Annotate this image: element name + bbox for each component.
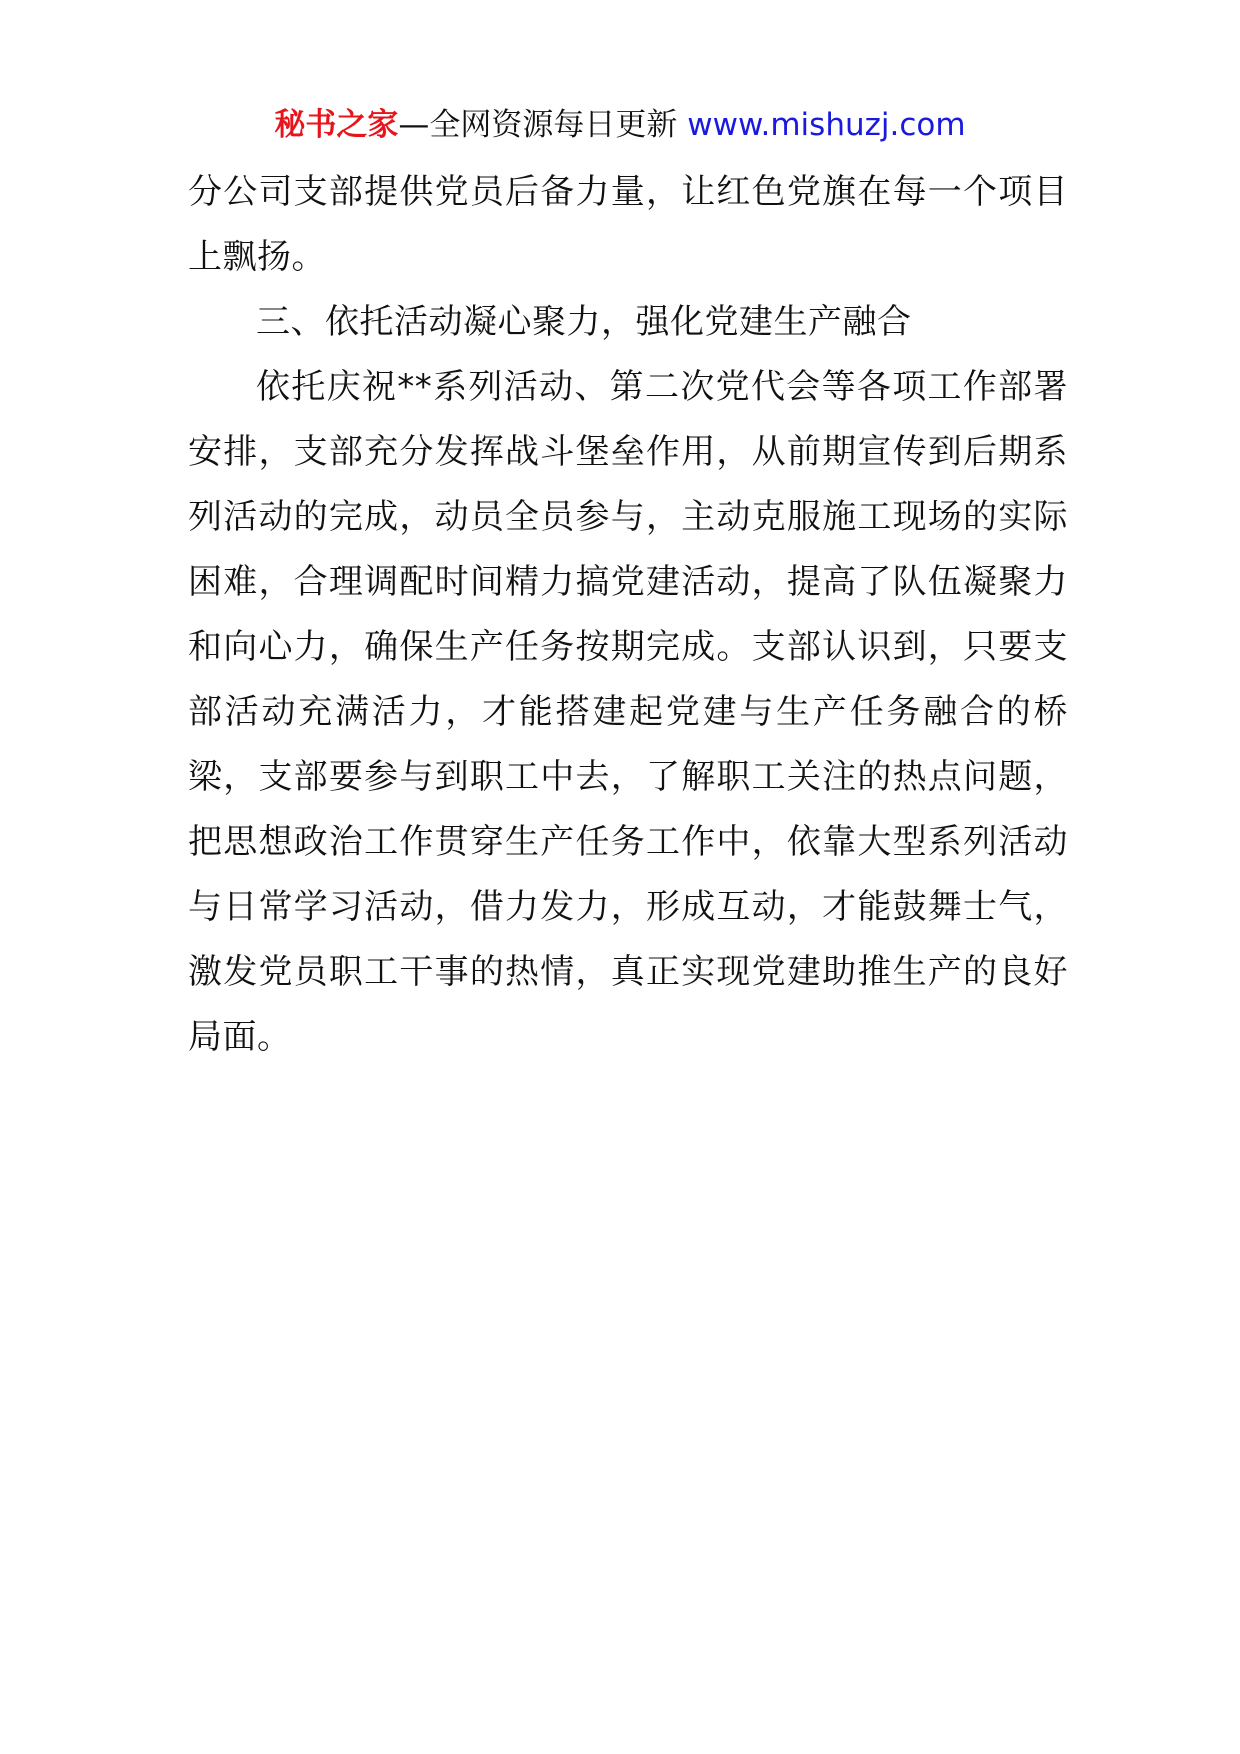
section-heading: 三、依托活动凝心聚力，强化党建生产融合 [256, 302, 912, 342]
body-paragraph: 依托庆祝**系列活动、第二次党代会等各项工作部署安排，支部充分发挥战斗堡垒作用，从前期宣传到后期系列活动的完成，动员全员参与，主动克服施工现场的实际困难，合理调配时间精力搞党建活动，提高了队伍凝聚力和向心力，确保生产任务按期完成。支部认识到，只要支部活动充满活力，才能搭建起党建与生产任务融合的桥梁，支部要参与到职工中去，了解职工关注的热点问题，把思想政治工作贯穿生产任务工作中，依靠大型系列活动与日常学习活动，借力发力，形成互动，才能鼓舞士气，激发党员职工干事的热情，真正实现党建助推生产的良好局面。 [188, 367, 1068, 1057]
site-link[interactable]: www.mishuzj.com [687, 107, 966, 143]
document-body [188, 160, 1068, 1070]
continued-paragraph: 分公司支部提供党员后备力量，让红色党旗在每一个项目上飘扬。 [188, 172, 1068, 277]
page-header-banner [0, 100, 1240, 150]
brand-name: 秘书之家 [274, 107, 399, 143]
header-slogan: —全网资源每日更新 [398, 107, 688, 143]
